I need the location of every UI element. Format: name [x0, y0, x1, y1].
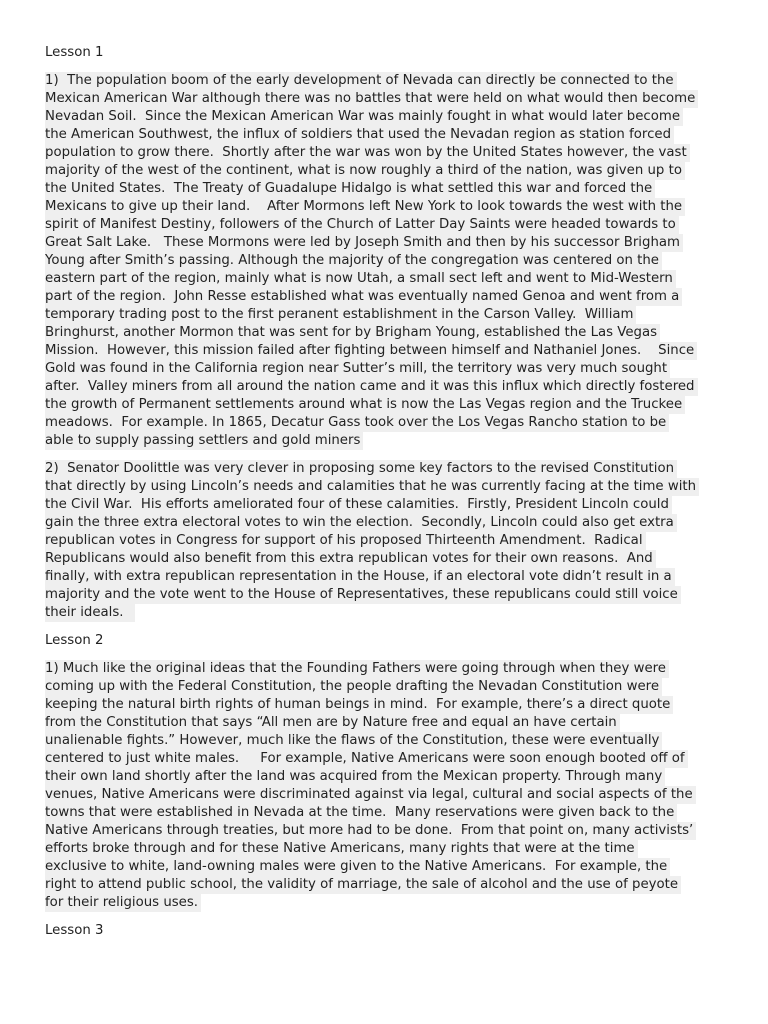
text-line: part of the region. John Resse established what was eventually named Genoa and went from a: [45, 288, 682, 306]
text-line: venues, Native Americans were discriminated against via legal, cultural and social aspects of the: [45, 786, 696, 804]
document-page: [45, 44, 725, 950]
text-line: meadows. For example. In 1865, Decatur Gass took over the Los Vegas Rancho station to be: [45, 414, 669, 432]
text-line: centered to just white males. For example, Native Americans were soon enough booted off of: [45, 750, 688, 768]
text-line: the United States. The Treaty of Guadalupe Hidalgo is what settled this war and forced the: [45, 180, 655, 198]
text-line: the growth of Permanent settlements around what is now the Las Vegas region and the Truckee: [45, 396, 685, 414]
text-line: that directly by using Lincoln’s needs and calamities that he was currently facing at the time with: [45, 478, 699, 496]
lesson-1-paragraph-2: [45, 460, 725, 622]
text-line: Mission. However, this mission failed after fighting between himself and Nathaniel Jones. Since: [45, 342, 697, 360]
text-line: exclusive to white, land-owning males were given to the Native Americans. For example, the: [45, 858, 670, 876]
text-line: Gold was found in the California region near Sutter’s mill, the territory was very much sought: [45, 360, 670, 378]
lesson-1-paragraph-1: [45, 72, 725, 450]
text-line: population to grow there. Shortly after the war was won by the United States however, the vast: [45, 144, 690, 162]
text-line: spirit of Manifest Destiny, followers of the Church of Latter Day Saints were headed towards to: [45, 216, 679, 234]
text-line: majority of the west of the continent, what is now roughly a third of the nation, was given up to: [45, 162, 685, 180]
lesson-3-heading: Lesson 3: [45, 923, 104, 938]
text-line: temporary trading post to the first peranent establishment in the Carson Valley. William: [45, 306, 636, 324]
text-line: right to attend public school, the validity of marriage, the sale of alcohol and the use of peyote: [45, 876, 681, 894]
text-line: efforts broke through and for these Native Americans, many rights that were at the time: [45, 840, 638, 858]
text-line: eastern part of the region, mainly what is now Utah, a small sect left and went to Mid-Western: [45, 270, 676, 288]
text-line: their own land shortly after the land was acquired from the Mexican property. Through many: [45, 768, 665, 786]
text-line: unalienable fights.” However, much like the flaws of the Constitution, these were eventually: [45, 732, 662, 750]
text-line: 1) Much like the original ideas that the Founding Fathers were going through when they were: [45, 660, 669, 678]
text-line: from the Constitution that says “All men are by Nature free and equal an have certain: [45, 714, 620, 732]
text-line: Native Americans through treaties, but more had to be done. From that point on, many activists’: [45, 822, 696, 840]
lesson-1-heading: Lesson 1: [45, 45, 104, 60]
text-line: the Civil War. His efforts ameliorated four of these calamities. Firstly, President Lincoln could: [45, 496, 672, 514]
text-line: finally, with extra republican representation in the House, if an electoral vote didn’t result in a: [45, 568, 675, 586]
text-line: their ideals.: [45, 604, 135, 622]
text-line: the American Southwest, the influx of soldiers that used the Nevadan region as station forced: [45, 126, 674, 144]
text-line: Bringhurst, another Mormon that was sent for by Brigham Young, established the Las Vegas: [45, 324, 660, 342]
lesson-2-heading: Lesson 2: [45, 633, 104, 648]
lesson-2-paragraph-1: [45, 660, 725, 912]
text-line: gain the three extra electoral votes to win the election. Secondly, Lincoln could also get extra: [45, 514, 677, 532]
text-line: Mexican American War although there was no battles that were held on what would then become: [45, 90, 698, 108]
text-line: coming up with the Federal Constitution, the people drafting the Nevadan Constitution were: [45, 678, 662, 696]
text-line: after. Valley miners from all around the nation came and it was this influx which directly fostered: [45, 378, 698, 396]
text-line: for their religious uses.: [45, 894, 201, 912]
text-line: keeping the natural birth rights of human beings in mind. For example, there’s a direct quote: [45, 696, 673, 714]
text-line: 2) Senator Doolittle was very clever in proposing some key factors to the revised Constitution: [45, 460, 677, 478]
text-line: Nevadan Soil. Since the Mexican American War was mainly fought in what would later become: [45, 108, 683, 126]
text-line: Republicans would also benefit from this extra republican votes for their own reasons. And: [45, 550, 656, 568]
text-line: able to supply passing settlers and gold miners: [45, 432, 363, 450]
text-line: Young after Smith’s passing. Although the majority of the congregation was centered on the: [45, 252, 662, 270]
text-line: 1) The population boom of the early development of Nevada can directly be connected to the: [45, 72, 677, 90]
text-line: towns that were established in Nevada at the time. Many reservations were given back to the: [45, 804, 677, 822]
text-line: Great Salt Lake. These Mormons were led by Joseph Smith and then by his successor Brigham: [45, 234, 683, 252]
text-line: republican votes in Congress for support of his proposed Thirteenth Amendment. Radical: [45, 532, 646, 550]
text-line: majority and the vote went to the House of Representatives, these republicans could still voice: [45, 586, 681, 604]
text-line: Mexicans to give up their land. After Mormons left New York to look towards the west with the: [45, 198, 685, 216]
